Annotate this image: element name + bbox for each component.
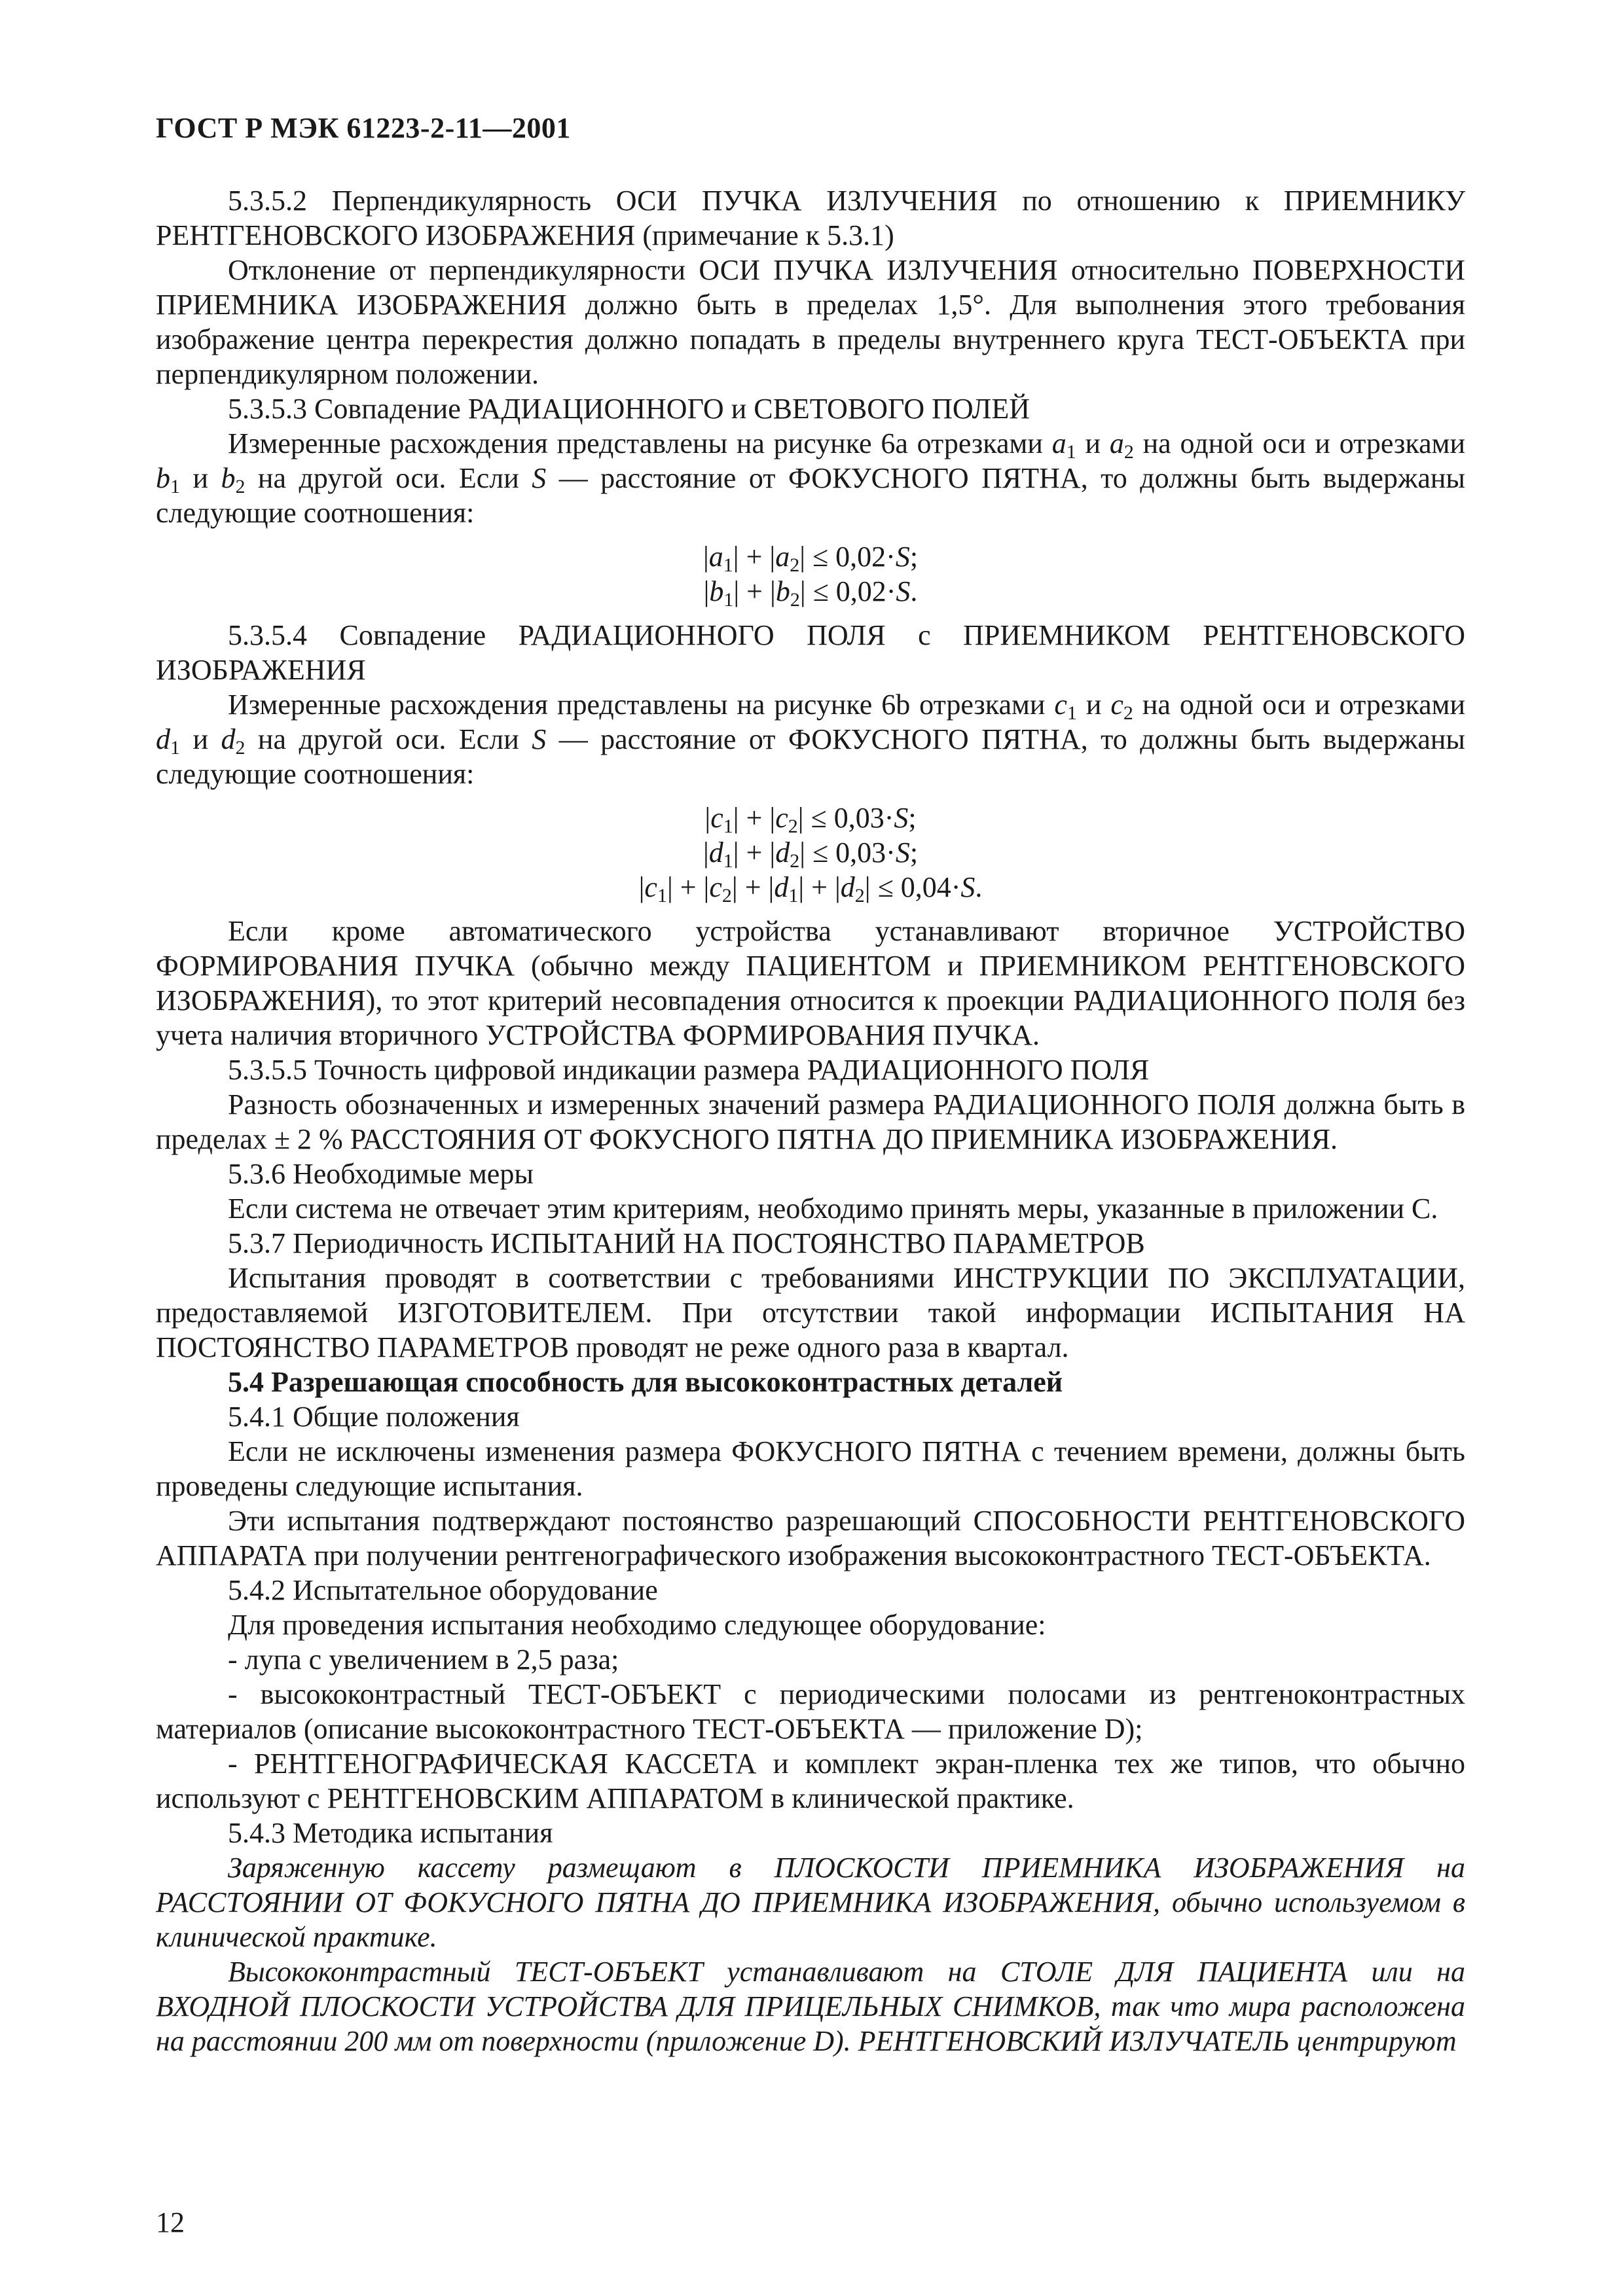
paragraph: Если кроме автоматического устройства устанавливают вторичное УСТРОЙСТВО ФОРМИРОВАНИЯ ПУЧКА (обычно между ПАЦИЕНТОМ и ПРИЕМНИКОМ РЕНТГЕНОВСКОГО ИЗОБРАЖЕНИЯ), то этот критерий несовпадения относится к проекции РАДИАЦИОННОГО ПОЛЯ без учета наличия вторичного УСТРОЙСТВА ФОРМИРОВАНИЯ ПУЧКА. [156,915,1465,1051]
paragraph-italic: Высококонтрастный ТЕСТ-ОБЪЕКТ устанавливают на СТОЛЕ ДЛЯ ПАЦИЕНТА или на ВХОДНОЙ ПЛОСКОСТИ УСТРОЙСТВА ДЛЯ ПРИЦЕЛЬНЫХ СНИМКОВ, так что мира расположена на расстоянии 200 мм от поверхности (приложение D). РЕНТГЕНОВСКИЙ ИЗЛУЧАТЕЛЬ центрируют [156,1956,1465,2057]
paragraph: Испытания проводят в соответствии с требованиями ИНСТРУКЦИИ ПО ЭКСПЛУАТАЦИИ, предоставляемой ИЗГОТОВИТЕЛЕМ. При отсутствии такой информации ИСПЫТАНИЯ НА ПОСТОЯНСТВО ПАРАМЕТРОВ проводят не реже одного раза в квартал. [156,1262,1465,1363]
clause-5-3-5-5-heading: 5.3.5.5 Точность цифровой индикации размера РАДИАЦИОННОГО ПОЛЯ [228,1054,1150,1086]
clause-5-4-2-heading: 5.4.2 Испытательное оборудование [228,1574,658,1606]
clause-5-3-5-2-heading: 5.3.5.2 Перпендикулярность ОСИ ПУЧКА ИЗЛУЧЕНИЯ по отношению к ПРИЕМНИКУ РЕНТГЕНОВСКОГО ИЗОБРАЖЕНИЯ (примечание к 5.3.1) [156,185,1465,251]
formula-c-d-sum: $|c_1| + |c_2| + |d_1| + |d_2| \le 0,04\cdot S$. [638,871,983,906]
paragraph: Отклонение от перпендикулярности ОСИ ПУЧКА ИЗЛУЧЕНИЯ относительно ПОВЕРХНОСТИ ПРИЕМНИКА ИЗОБРАЖЕНИЯ должно быть в пределах 1,5°. Для выполнения этого требования изображение центра перекрестия должно попадать в пределы внутреннего круга ТЕСТ-ОБЪЕКТА при перпендикулярном положении. [156,254,1465,390]
clause-5-3-5-3-heading: 5.3.5.3 Совпадение РАДИАЦИОННОГО и СВЕТОВОГО ПОЛЕЙ [228,393,1030,425]
formula-c: $|c_1| + |c_2| \le 0,03\cdot S$; [704,802,917,837]
paragraph: Разность обозначенных и измеренных значений размера РАДИАЦИОННОГО ПОЛЯ должна быть в пределах ± 2 % РАССТОЯНИЯ ОТ ФОКУСНОГО ПЯТНА ДО ПРИЕМНИКА ИЗОБРАЖЕНИЯ. [156,1088,1465,1155]
list-item: - РЕНТГЕНОГРАФИЧЕСКАЯ КАССЕТА и комплект экран-пленка тех же типов, что обычно используют с РЕНТГЕНОВСКИМ АППАРАТОМ в клинической практике. [156,1748,1465,1814]
paragraph: Если система не отвечает этим критериям, необходимо принять меры, указанные в приложении С. [228,1193,1438,1225]
formula-b: $|b_1| + |b_2| \le 0,02\cdot S$. [703,575,918,611]
formula-a: $|a_1| + |a_2| \le 0,02\cdot S$; [702,541,919,576]
list-item: - лупа с увеличением в 2,5 раза; [228,1643,619,1676]
document-body [156,183,1465,2058]
clause-5-3-6-heading: 5.3.6 Необходимые меры [228,1158,534,1190]
clause-5-4-1-heading: 5.4.1 Общие положения [228,1401,520,1433]
clause-5-4-3-heading: 5.4.3 Методика испытания [228,1817,553,1849]
list-item: - высококонтрастный ТЕСТ-ОБЪЕКТ с периодическими полосами из рентгеноконтрастных материалов (описание высококонтрастного ТЕСТ-ОБЪЕКТА — приложение D); [156,1678,1465,1745]
paragraph-measured-deviations-6a: Измеренные расхождения представлены на рисунке 6а отрезками $a_1$ и $a_2$ на одной оси и отрезками $b_1$ и $b_2$ на другой оси. Если S — расстояние от ФОКУСНОГО ПЯТНА, то должны быть выдержаны следующие соотношения: [156,427,1466,529]
section-5-4-heading: 5.4 Разрешающая способность для высококонтрастных деталей [228,1366,1063,1398]
paragraph-measured-deviations-6b: Измеренные расхождения представлены на рисунке 6b отрезками $c_1$ и $c_2$ на одной оси и отрезками $d_1$ и $d_2$ на другой оси. Если S — расстояние от ФОКУСНОГО ПЯТНА, то должны быть выдержаны следующие соотношения: [156,689,1465,790]
paragraph: Эти испытания подтверждают постоянство разрешающий СПОСОБНОСТИ РЕНТГЕНОВСКОГО АППАРАТА при получении рентгенографического изображения высококонтрастного ТЕСТ-ОБЪЕКТА. [156,1505,1465,1571]
formula-d: $|d_1| + |d_2| \le 0,03\cdot S$; [702,836,919,872]
clause-5-3-5-4-heading: 5.3.5.4 Совпадение РАДИАЦИОННОГО ПОЛЯ с ПРИЕМНИКОМ РЕНТГЕНОВСКОГО ИЗОБРАЖЕНИЯ [156,619,1465,686]
paragraph: Для проведения испытания необходимо следующее оборудование: [228,1609,1046,1641]
paragraph: Если не исключены изменения размера ФОКУСНОГО ПЯТНА с течением времени, должны быть проведены следующие испытания. [156,1435,1465,1502]
paragraph-italic: Заряженную кассету размещают в ПЛОСКОСТИ ПРИЕМНИКА ИЗОБРАЖЕНИЯ на РАССТОЯНИИ ОТ ФОКУСНОГО ПЯТНА ДО ПРИЕМНИКА ИЗОБРАЖЕНИЯ, обычно используемом в клинической практике. [156,1852,1465,1953]
page-number: 12 [156,2206,185,2238]
clause-5-3-7-heading: 5.3.7 Периодичность ИСПЫТАНИЙ НА ПОСТОЯНСТВО ПАРАМЕТРОВ [228,1227,1145,1259]
document-header: ГОСТ Р МЭК 61223-2-11—2001 [156,112,571,144]
